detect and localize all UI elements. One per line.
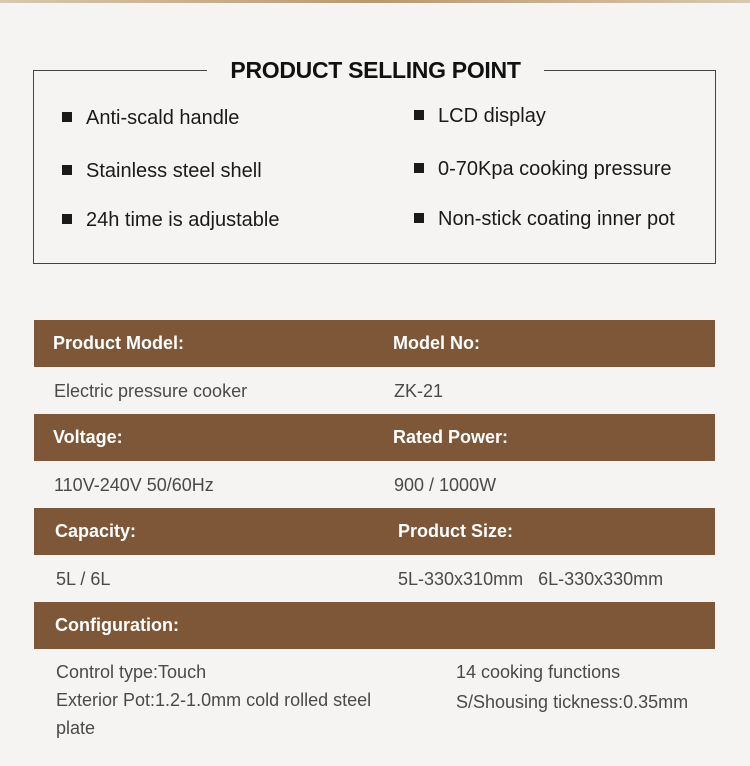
spec-header-band [34,414,715,461]
rated-power-label: Rated Power: [393,427,509,447]
model-no-value: ZK-21 [394,381,444,401]
selling-points-title: PRODUCT SELLING POINT [207,54,544,86]
selling-point: 0-70Kpa cooking pressure [414,157,671,181]
product-size-label: Product Size: [398,521,514,541]
square-bullet-icon [414,163,424,173]
capacity-label: Capacity: [55,521,137,541]
square-bullet-icon [414,213,424,223]
config-line: plate [56,718,96,738]
spec-header-band [34,320,715,367]
voltage-value: 110V-240V 50/60Hz [54,475,214,495]
configuration-label: Configuration: [55,615,179,635]
square-bullet-icon [62,112,72,122]
selling-point: Non-stick coating inner pot [414,207,675,231]
model-no-label: Model No: [393,333,480,353]
selling-point: LCD display [414,104,546,128]
config-line: S/Shousing tickness:0.35mm [456,692,689,712]
config-line: Exterior Pot:1.2-1.0mm cold rolled steel [56,690,372,710]
capacity-value: 5L / 6L [56,569,111,589]
config-line: 14 cooking functions [456,662,621,682]
square-bullet-icon [62,214,72,224]
product-model-value: Electric pressure cooker [54,381,248,401]
selling-point: Stainless steel shell [62,159,262,183]
square-bullet-icon [62,165,72,175]
rated-power-value: 900 / 1000W [394,475,497,495]
voltage-label: Voltage: [53,427,123,447]
square-bullet-icon [414,110,424,120]
product-model-label: Product Model: [53,333,184,353]
product-size-value: 5L-330x310mm 6L-330x330mm [398,569,664,589]
selling-point: 24h time is adjustable [62,208,279,232]
config-line: Control type:Touch [56,662,207,682]
top-divider [0,0,750,3]
spec-header-band [34,508,715,555]
spec-header-band [34,602,715,649]
selling-point: Anti-scald handle [62,106,239,130]
